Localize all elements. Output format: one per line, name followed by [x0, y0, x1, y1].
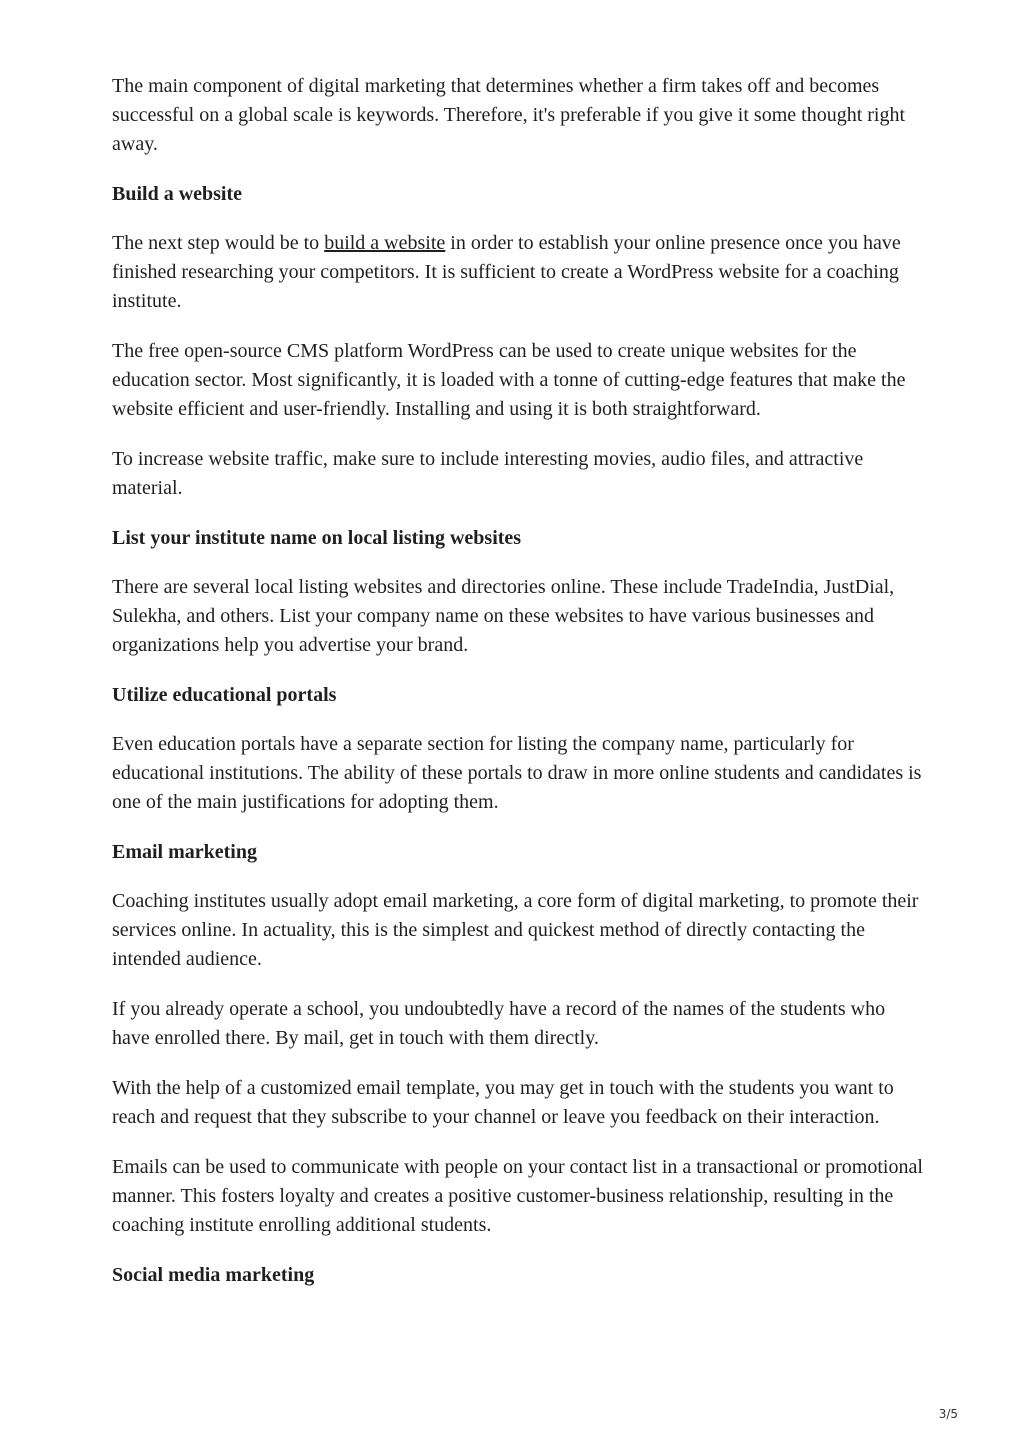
- website-paragraph-2: The free open-source CMS platform WordPress can be used to create unique websites for the education sector. Most significantly, it is loaded with a tonne of cutting-edge features that make the website efficient and user-friendly. Installing and using it is both straightforward.: [112, 340, 906, 420]
- page-number: 3/5: [938, 1407, 958, 1421]
- email-paragraph-3: With the help of a customized email template, you may get in touch with the students you want to reach and request that they subscribe to your channel or leave you feedback on their interaction.: [112, 1077, 894, 1128]
- intro-paragraph: The main component of digital marketing that determines whether a firm takes off and becomes successful on a global scale is keywords. Therefore, it's preferable if you give it some thought right away.: [112, 75, 906, 155]
- listing-paragraph-1: There are several local listing websites and directories online. These include TradeIndia, JustDial, Sulekha, and others. List your company name on these websites to have various businesses and organizations help you advertise your brand.: [112, 576, 895, 656]
- heading-local-listing: List your institute name on local listing websites: [112, 527, 522, 549]
- heading-build-website: Build a website: [112, 183, 243, 205]
- heading-educational-portals: Utilize educational portals: [112, 684, 337, 706]
- email-paragraph-4: Emails can be used to communicate with people on your contact list in a transactional or promotional manner. This fosters loyalty and creates a positive customer-business relationship, resulting in the coaching institute enrolling additional students.: [112, 1156, 923, 1236]
- document-body: [112, 72, 927, 1310]
- heading-social-media-marketing: Social media marketing: [112, 1264, 315, 1286]
- website-paragraph-3: To increase website traffic, make sure to include interesting movies, audio files, and attractive material.: [112, 448, 864, 499]
- build-website-link[interactable]: build a website: [324, 232, 446, 254]
- email-paragraph-1: Coaching institutes usually adopt email marketing, a core form of digital marketing, to promote their services online. In actuality, this is the simplest and quickest method of directly contacting the intended audience.: [112, 890, 919, 970]
- heading-email-marketing: Email marketing: [112, 841, 257, 863]
- website-paragraph-1: [112, 229, 927, 316]
- website-paragraph-1-text-after: in order to establish your online presence once you have finished researching your competitors. It is sufficient to create a WordPress website for a coaching institute.: [112, 232, 901, 312]
- portals-paragraph-1: Even education portals have a separate section for listing the company name, particularly for educational institutions. The ability of these portals to draw in more online students and candidates is one of the main justifications for adopting them.: [112, 733, 922, 813]
- website-paragraph-1-text-before: The next step would be to: [112, 232, 325, 254]
- email-paragraph-2: If you already operate a school, you undoubtedly have a record of the names of the students who have enrolled there. By mail, get in touch with them directly.: [112, 998, 886, 1049]
